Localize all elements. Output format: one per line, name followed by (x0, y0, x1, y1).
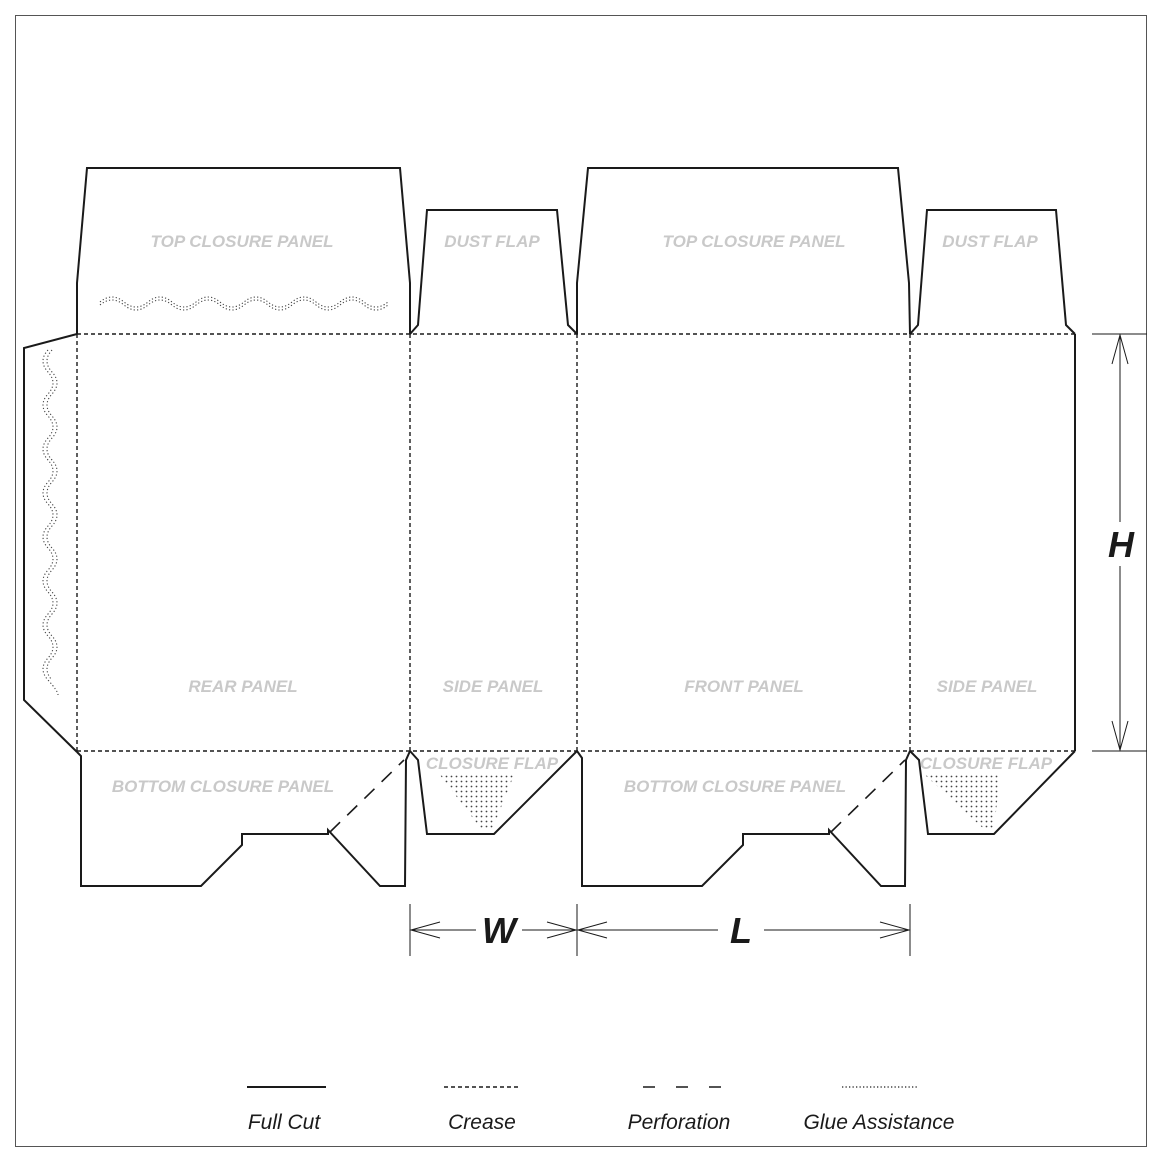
label-rear-panel: REAR PANEL (188, 677, 298, 696)
glue-dots-closure-left (440, 775, 514, 830)
legend-crease-label: Crease (448, 1111, 516, 1134)
label-bottom-closure-left: BOTTOM CLOSURE PANEL (111, 777, 335, 796)
label-side-panel-left: SIDE PANEL (442, 677, 544, 696)
legend-full-cut-label: Full Cut (247, 1111, 321, 1134)
label-bottom-closure-right: BOTTOM CLOSURE PANEL (623, 777, 847, 796)
dust-flap-left-outline (410, 210, 577, 334)
glue-dots-closure-right (925, 775, 1000, 830)
dimension-length (578, 904, 910, 956)
bottom-closure-left-outline (77, 751, 410, 886)
label-top-closure-right: TOP CLOSURE PANEL (662, 232, 846, 251)
bottom-closure-right-outline (577, 751, 910, 886)
dimension-height-label: H (1108, 524, 1134, 565)
dimension-length-label: L (730, 910, 752, 951)
legend (247, 1087, 954, 1134)
dimension-height (1092, 334, 1147, 751)
label-side-panel-right: SIDE PANEL (936, 677, 1038, 696)
label-closure-flap-left: CLOSURE FLAP (425, 754, 559, 773)
glue-wave-flap-2 (47, 350, 57, 680)
top-closure-left-outline (77, 168, 410, 334)
perforation-left (330, 760, 404, 832)
legend-glue-label: Glue Assistance (803, 1111, 955, 1134)
label-closure-flap-right: CLOSURE FLAP (919, 754, 1053, 773)
label-dust-flap-right: DUST FLAP (942, 232, 1038, 251)
dimension-width-label: W (482, 910, 516, 951)
perforation-right (831, 760, 905, 832)
dust-flap-right-outline (910, 210, 1075, 334)
glue-wave-flap (43, 350, 58, 695)
dimension-width (410, 904, 577, 956)
top-closure-right-outline (577, 168, 910, 334)
label-dust-flap-left: DUST FLAP (444, 232, 540, 251)
glue-wave-top-2 (100, 300, 388, 310)
label-top-closure-left: TOP CLOSURE PANEL (150, 232, 334, 251)
label-front-panel: FRONT PANEL (684, 677, 804, 696)
legend-perforation-label: Perforation (627, 1111, 731, 1134)
